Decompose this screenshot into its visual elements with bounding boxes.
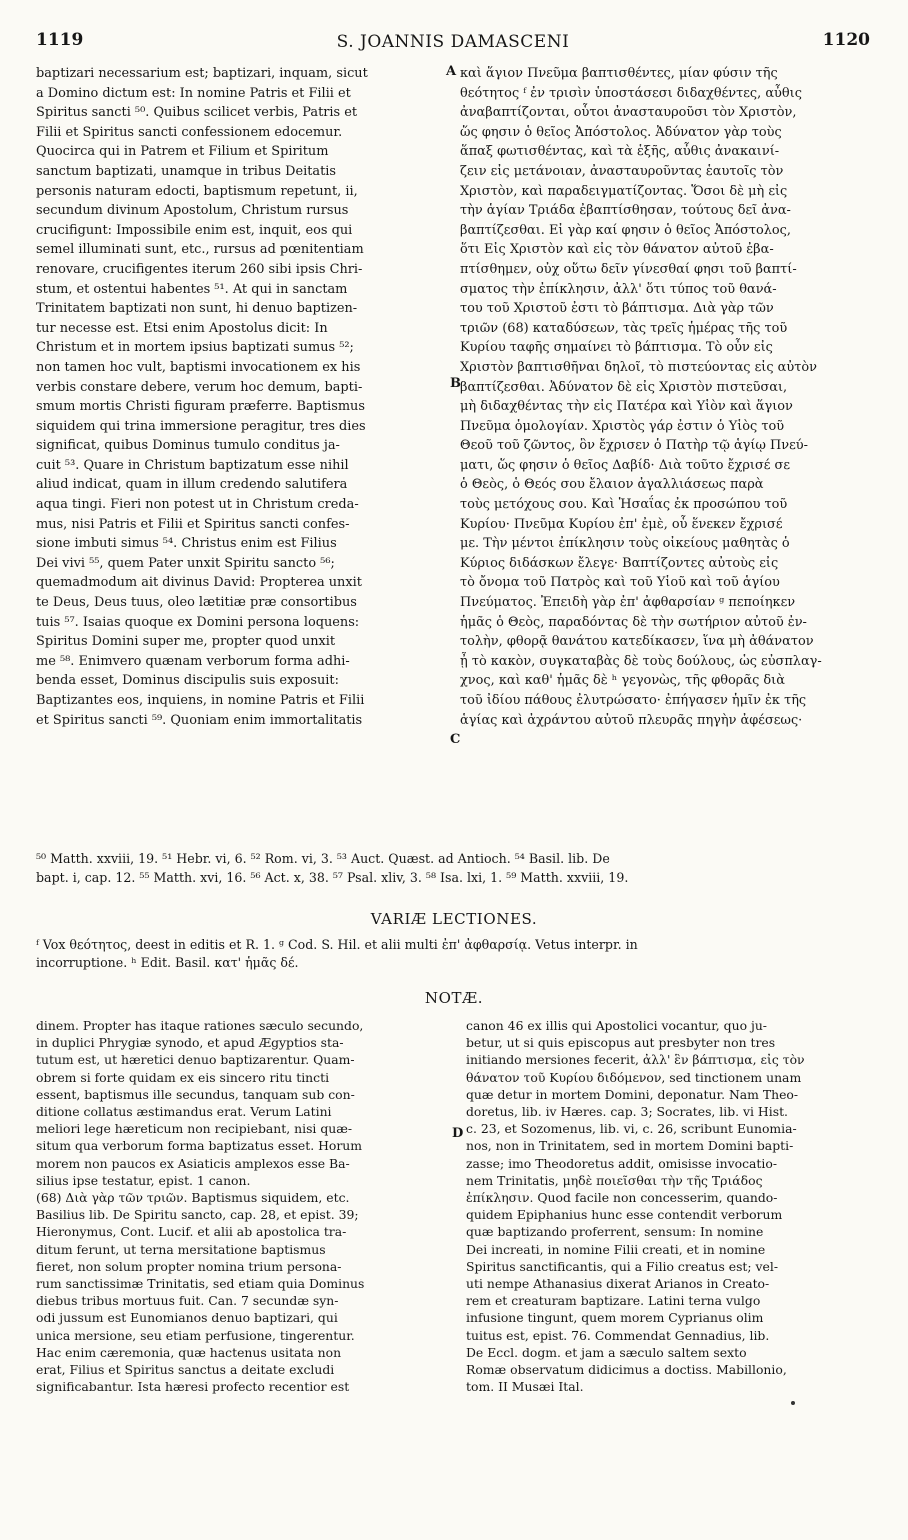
latin-text-line: et Spiritus sancti ⁵⁹. Quoniam enim immortalitatis: [36, 712, 363, 728]
latin-text-line: verbis constare debere, verum hoc demum, bapti-: [36, 379, 363, 395]
note-line: in duplici Phrygiæ synodo, et apud Ægyptios sta-: [36, 1035, 344, 1051]
greek-text-line: τοὺς μετόχους σου. Καὶ Ἡσαΐας ἐκ προσώπου τοῦ: [460, 497, 788, 513]
note-line: Dei increati, in nomine Filii creati, et in nomine: [466, 1241, 766, 1257]
latin-text-line: Spiritus Domini super me, propter quod unxit: [36, 634, 336, 650]
note-line: rem et creaturam baptizare. Latini terna vulgo: [466, 1293, 761, 1309]
greek-text-line: Κυρίου ταφῆς σημαίνει τὸ βάπτισμα. Τὸ οὖν εἰς: [460, 340, 773, 356]
latin-text-line: tuis ⁵⁷. Isaias quoque ex Domini persona loquens:: [36, 614, 360, 630]
latin-text-line: Quocirca qui in Patrem et Filium et Spiritum: [36, 144, 329, 160]
greek-text-line: Χριστὸν βαπτισθῆναι δηλοῖ, τὸ πιστεύοντας εἰς αὐτὸν: [460, 359, 817, 375]
note-line: Hieronymus, Cont. Lucif. et alii ab apostolica tra-: [36, 1224, 347, 1240]
variant-line: ᶠ Vox θεότητος, deest in editis et R. 1. ᵍ Cod. S. Hil. et alii multi ἐπ' ἀφθαρσίᾳ. Vetus interpr. in: [36, 937, 638, 952]
latin-text-line: aqua tingi. Fieri non potest ut in Christum creda-: [36, 497, 359, 513]
note-line: ἐπίκλησιν. Quod facile non concesserim, quando-: [466, 1190, 778, 1206]
greek-text-line: Χριστὸν, καὶ παραδειγματίζοντας. Ὅσοι δὲ μὴ εἰς: [460, 183, 788, 199]
greek-text-line: τριῶν (68) καταδύσεων, τὰς τρεῖς ἡμέρας τῆς τοῦ: [460, 320, 788, 336]
note-line: quæ detur in mortem Domini, deponatur. Nam Theo-: [466, 1086, 799, 1102]
latin-text-line: stum, et ostentui habentes ⁵¹. At qui in sanctam: [36, 281, 348, 297]
greek-text-line: μὴ διδαχθέντας τὴν εἰς Πατέρα καὶ Υἱὸν καὶ ἅγιον: [460, 399, 793, 415]
note-line: ditione collatus æstimandus erat. Verum Latini: [36, 1104, 332, 1120]
latin-text-line: significat, quibus Dominus tumulo conditus ja-: [36, 438, 340, 454]
greek-text-line: ἅπαξ φωτισθέντας, καὶ τὰ ἑξῆς, αὖθις ἀνακαινί-: [460, 144, 780, 160]
note-line: infusione tingunt, quem morem Cyprianus olim: [466, 1310, 764, 1326]
note-line: θάνατον τοῦ Κυρίου διδόμενον, sed tinctionem unam: [466, 1069, 802, 1085]
note-line: essent, baptismus ille secundus, tanquam sub con-: [36, 1086, 355, 1102]
greek-text-line: Κύριος διδάσκων ἔλεγε· Βαπτίζοντες αὐτοὺς εἰς: [460, 555, 779, 571]
note-line: ditum ferunt, ut terna mersitatione baptismus: [36, 1241, 326, 1257]
note-line: dinem. Propter has itaque rationes sæculo secundo,: [36, 1018, 364, 1033]
latin-text-column: [36, 64, 446, 730]
greek-text-line: χνος, καὶ καθ' ἡμᾶς δὲ ʰ γεγονὼς, τῆς φθορᾶς διὰ: [460, 673, 785, 689]
latin-text-line: Spiritus sancti ⁵⁰. Quibus scilicet verbis, Patris et: [36, 105, 358, 121]
greek-text-line: τὴν ἁγίαν Τριάδα ἐβαπτίσθησαν, τούτους δεῖ ἀνα-: [460, 203, 791, 219]
latin-text-line: baptizari necessarium est; baptizari, inquam, sicut: [36, 66, 368, 81]
note-line: tutum est, ut hæretici denuo baptizarentur. Quam-: [36, 1052, 355, 1068]
greek-text-line: τολὴν, φθορᾷ θανάτου κατεδίκασεν, ἵνα μὴ ἀθάνατον: [460, 634, 814, 650]
note-line: obrem si forte quidam ex eis sincero ritu tincti: [36, 1069, 330, 1085]
running-header: [36, 30, 870, 58]
ink-dot: [791, 1401, 795, 1405]
note-line: meliori lege hæreticum non recipiebant, nisi quæ-: [36, 1121, 353, 1137]
note-line: diebus tribus mortuus fuit. Can. 7 secundæ syn-: [36, 1293, 339, 1309]
greek-text-line: Θεοῦ τοῦ ζῶντος, ὃν ἔχρισεν ὁ Πατὴρ τῷ ἁγίῳ Πνεύ-: [460, 438, 808, 454]
latin-text-line: quemadmodum ait divinus David: Propterea unxit: [36, 575, 362, 591]
latin-text-line: me ⁵⁸. Enimvero quænam verborum forma adhi-: [36, 653, 350, 669]
notes-column-right: [466, 1017, 872, 1395]
greek-text-line: ἡμᾶς ὁ Θεὸς, παραδόντας δὲ τὴν σωτήριον αὐτοῦ ἐν-: [460, 614, 807, 630]
column-marker-a: A: [446, 64, 457, 79]
latin-text-line: Trinitatem baptizati non sunt, hi denuo baptizen-: [36, 301, 358, 317]
latin-text-line: secundum divinum Apostolum, Christum rursus: [36, 203, 349, 219]
note-line: quidem Epiphanius hunc esse contendit verborum: [466, 1207, 783, 1223]
note-line: De Eccl. dogm. et jam a sæculo saltem sexto: [466, 1344, 747, 1360]
column-marker-c: C: [450, 732, 461, 747]
latin-text-line: smum mortis Christi figuram præferre. Baptismus: [36, 399, 365, 415]
variant-line: incorruptione. ʰ Edit. Basil. κατ' ἡμᾶς δέ.: [36, 955, 299, 970]
column-marker-b: B: [450, 376, 461, 391]
note-line: odi jussum est Eunomianos denuo baptizari, qui: [36, 1310, 338, 1326]
greek-text-line: τὸ ὄνομα τοῦ Πατρὸς καὶ τοῦ Υἱοῦ καὶ τοῦ ἁγίου: [460, 575, 780, 591]
note-line: unica mersione, seu etiam perfusione, tingerentur.: [36, 1327, 355, 1343]
note-line: betur, ut si quis episcopus aut presbyter non tres: [466, 1035, 776, 1051]
note-line: fieret, non solum propter nomina trium persona-: [36, 1258, 342, 1274]
latin-text-line: personis naturam edocti, baptismum repetunt, ii,: [36, 183, 358, 199]
page-number-left: 1119: [36, 30, 84, 50]
page-number-right: 1120: [822, 30, 870, 50]
latin-text-line: siquidem qui trina immersione peragitur, tres dies: [36, 418, 366, 434]
note-line: tom. II Musæi Ital.: [466, 1379, 584, 1395]
note-line: quæ baptizando proferrent, sensum: In nomine: [466, 1224, 764, 1240]
greek-text-line: με. Τὴν μέντοι ἐπίκλησιν τοὺς οἰκείους μαθητὰς ὁ: [460, 536, 790, 552]
note-line: Hac enim cæremonia, quæ hactenus usitata non: [36, 1344, 342, 1360]
note-line: Spiritus sanctificantis, qui a Filio creatus est; vel-: [466, 1258, 779, 1274]
greek-text-line: ἀναβαπτίζονται, οὗτοι ἀνασταυροῦσι τὸν Χριστὸν,: [460, 105, 797, 121]
note-line: canon 46 ex illis qui Apostolici vocantur, quo ju-: [466, 1018, 767, 1033]
note-line: Basilius lib. De Spiritu sancto, cap. 28, et epist. 39;: [36, 1207, 359, 1223]
latin-text-line: crucifigunt: Impossibile enim est, inquit, eos qui: [36, 222, 353, 238]
variant-readings: [36, 936, 872, 972]
greek-text-line: Πνεῦμα ὁμολογίαν. Χριστὸς γάρ ἐστιν ὁ Υἱὸς τοῦ: [460, 418, 785, 434]
note-line: c. 23, et Sozomenus, lib. vi, c. 26, scribunt Eunomia-: [466, 1121, 797, 1137]
latin-text-line: sione imbuti simus ⁵⁴. Christus enim est Filius: [36, 536, 337, 552]
greek-text-line: Πνεύματος. Ἐπειδὴ γὰρ ἐπ' ἀφθαρσίαν ᵍ πεποίηκεν: [460, 595, 796, 611]
latin-text-line: renovare, crucifigentes iterum 260 sibi ipsis Chri-: [36, 261, 363, 277]
greek-text-line: ὅτι Εἰς Χριστὸν καὶ εἰς τὸν θάνατον αὐτοῦ ἐβα-: [460, 242, 774, 258]
note-line: Romæ observatum didicimus a doctiss. Mabillonio,: [466, 1362, 787, 1378]
note-line: morem non paucos ex Asiaticis amplexos esse Ba-: [36, 1155, 350, 1171]
note-line: erat, Filius et Spiritus sanctus a deitate excludi: [36, 1362, 335, 1378]
latin-text-line: Dei vivi ⁵⁵, quem Pater unxit Spiritu sancto ⁵⁶;: [36, 555, 335, 571]
greek-text-line: ἁγίας καὶ ἀχράντου αὐτοῦ πλευρᾶς πηγὴν ἀφέσεως·: [460, 712, 803, 728]
greek-text-line: Κυρίου· Πνεῦμα Κυρίου ἐπ' ἐμὲ, οὗ ἕνεκεν ἔχρισέ: [460, 516, 783, 532]
latin-text-line: a Domino dictum est: In nomine Patris et Filii et: [36, 85, 351, 101]
latin-text-line: te Deus, Deus tuus, oleo lætitiæ præ consortibus: [36, 595, 357, 611]
greek-text-line: βαπτίζεσθαι. Ἀδύνατον δὲ εἰς Χριστὸν πιστεῦσαι,: [460, 379, 788, 395]
greek-text-line: πτίσθημεν, οὐχ οὕτω δεῖν γίνεσθαί φησι τοῦ βαπτί-: [460, 261, 797, 277]
greek-text-line: τοῦ ἰδίου πάθους ἐλυτρώσατο· ἐπήγασεν ἡμῖν ἐκ τῆς: [460, 693, 807, 708]
reference-line: bapt. i, cap. 12. ⁵⁵ Matth. xvi, 16. ⁵⁶ Act. x, 38. ⁵⁷ Psal. xliv, 3. ⁵⁸ Isa. lxi, 1. ⁵⁹ Matth. xxviii, 19.: [36, 869, 629, 885]
note-line: silius ipse testatur, epist. 1 canon.: [36, 1172, 251, 1188]
reference-line: ⁵⁰ Matth. xxviii, 19. ⁵¹ Hebr. vi, 6. ⁵² Rom. vi, 3. ⁵³ Auct. Quæst. ad Antioch. ⁵⁴ Basil. lib. De: [36, 851, 610, 866]
note-line: initiando mersiones fecerit, ἀλλ' ἓν βάπτισμα, εἰς τὸν: [466, 1052, 805, 1068]
note-line: significabantur. Ista hæresi profecto recentior est: [36, 1379, 350, 1395]
scripture-references: [36, 850, 872, 887]
latin-text-line: semel illuminati sunt, etc., rursus ad pœnitentiam: [36, 242, 364, 258]
greek-text-line: του τοῦ Χριστοῦ ἐστι τὸ βάπτισμα. Διὰ γὰρ τῶν: [460, 301, 774, 317]
note-line: tuitus est, epist. 76. Commendat Gennadius, lib.: [466, 1327, 770, 1343]
notes-column-left: [36, 1017, 446, 1395]
note-line: (68) Διὰ γὰρ τῶν τριῶν. Baptismus siquidem, etc.: [36, 1190, 350, 1206]
note-line: nem Trinitatis, μηδὲ ποιεῖσθαι τὴν τῆς Τριάδος: [466, 1172, 763, 1188]
greek-text-line: βαπτίζεσθαι. Εἰ γὰρ καί φησιν ὁ θεῖος Ἀπόστολος,: [460, 222, 792, 238]
note-line: doretus, lib. iv Hæres. cap. 3; Socrates, lib. vi Hist.: [466, 1104, 788, 1120]
notae-heading: NOTÆ.: [424, 989, 484, 1007]
greek-text-line: ζειν εἰς μετάνοιαν, ἀνασταυροῦντας ἑαυτοῖς τὸν: [460, 163, 784, 179]
latin-text-line: Filii et Spiritus sancti confessionem edocemur.: [36, 124, 343, 140]
greek-text-line: σματος τὴν ἐπίκλησιν, ἀλλ' ὅτι τύπος τοῦ θανά-: [460, 281, 777, 297]
note-line: situm qua verborum forma baptizatus esset. Horum: [36, 1138, 363, 1154]
note-line: nos, non in Trinitatem, sed in mortem Domini bapti-: [466, 1138, 794, 1154]
greek-text-line: καὶ ἅγιον Πνεῦμα βαπτισθέντες, μίαν φύσιν τῆς: [460, 66, 778, 81]
note-line: rum sanctissimæ Trinitatis, sed etiam quia Dominus: [36, 1276, 365, 1292]
latin-text-line: cuit ⁵³. Quare in Christum baptizatum esse nihil: [36, 457, 349, 473]
column-marker-d: D: [452, 1126, 464, 1141]
greek-text-line: ὁ Θεὸς, ὁ Θεός σου ἔλαιον ἀγαλλιάσεως παρὰ: [460, 477, 764, 493]
latin-text-line: mus, nisi Patris et Filii et Spiritus sancti confes-: [36, 516, 350, 532]
note-line: uti nempe Athanasius dixerat Arianos in Creato-: [466, 1276, 770, 1292]
greek-text-line: ματι, ὥς φησιν ὁ θεῖος Δαβίδ· Διὰ τοῦτο ἔχρισέ σε: [460, 457, 791, 473]
latin-text-line: Christum et in mortem ipsius baptizati sumus ⁵²;: [36, 340, 354, 356]
greek-text-line: ᾖ τὸ κακὸν, συγκαταβὰς δὲ τοὺς δούλους, ὡς εὐσπλαγ-: [460, 653, 822, 669]
latin-text-line: sanctum baptizati, unamque in tribus Deitatis: [36, 163, 337, 179]
greek-text-column: [460, 64, 872, 730]
running-head-title: S. JOANNIS DAMASCENI: [336, 32, 570, 52]
variae-lectiones-heading: VARIÆ LECTIONES.: [370, 910, 538, 928]
latin-text-line: aliud indicat, quam in illum credendo salutifera: [36, 477, 348, 493]
greek-text-line: ὥς φησιν ὁ θεῖος Ἀπόστολος. Ἀδύνατον γὰρ τοὺς: [460, 124, 782, 140]
latin-text-line: non tamen hoc vult, baptismi invocationem ex his: [36, 359, 361, 375]
latin-text-line: Baptizantes eos, inquiens, in nomine Patris et Filii: [36, 693, 365, 708]
latin-text-line: benda esset, Dominus discipulis suis exposuit:: [36, 673, 339, 689]
greek-text-line: θεότητος ᶠ ἐν τρισὶν ὑποστάσεσι διδαχθέντες, αὖθις: [460, 85, 802, 101]
note-line: zasse; imo Theodoretus addit, omisisse invocatio-: [466, 1155, 778, 1171]
latin-text-line: tur necesse est. Etsi enim Apostolus dicit: In: [36, 320, 328, 336]
